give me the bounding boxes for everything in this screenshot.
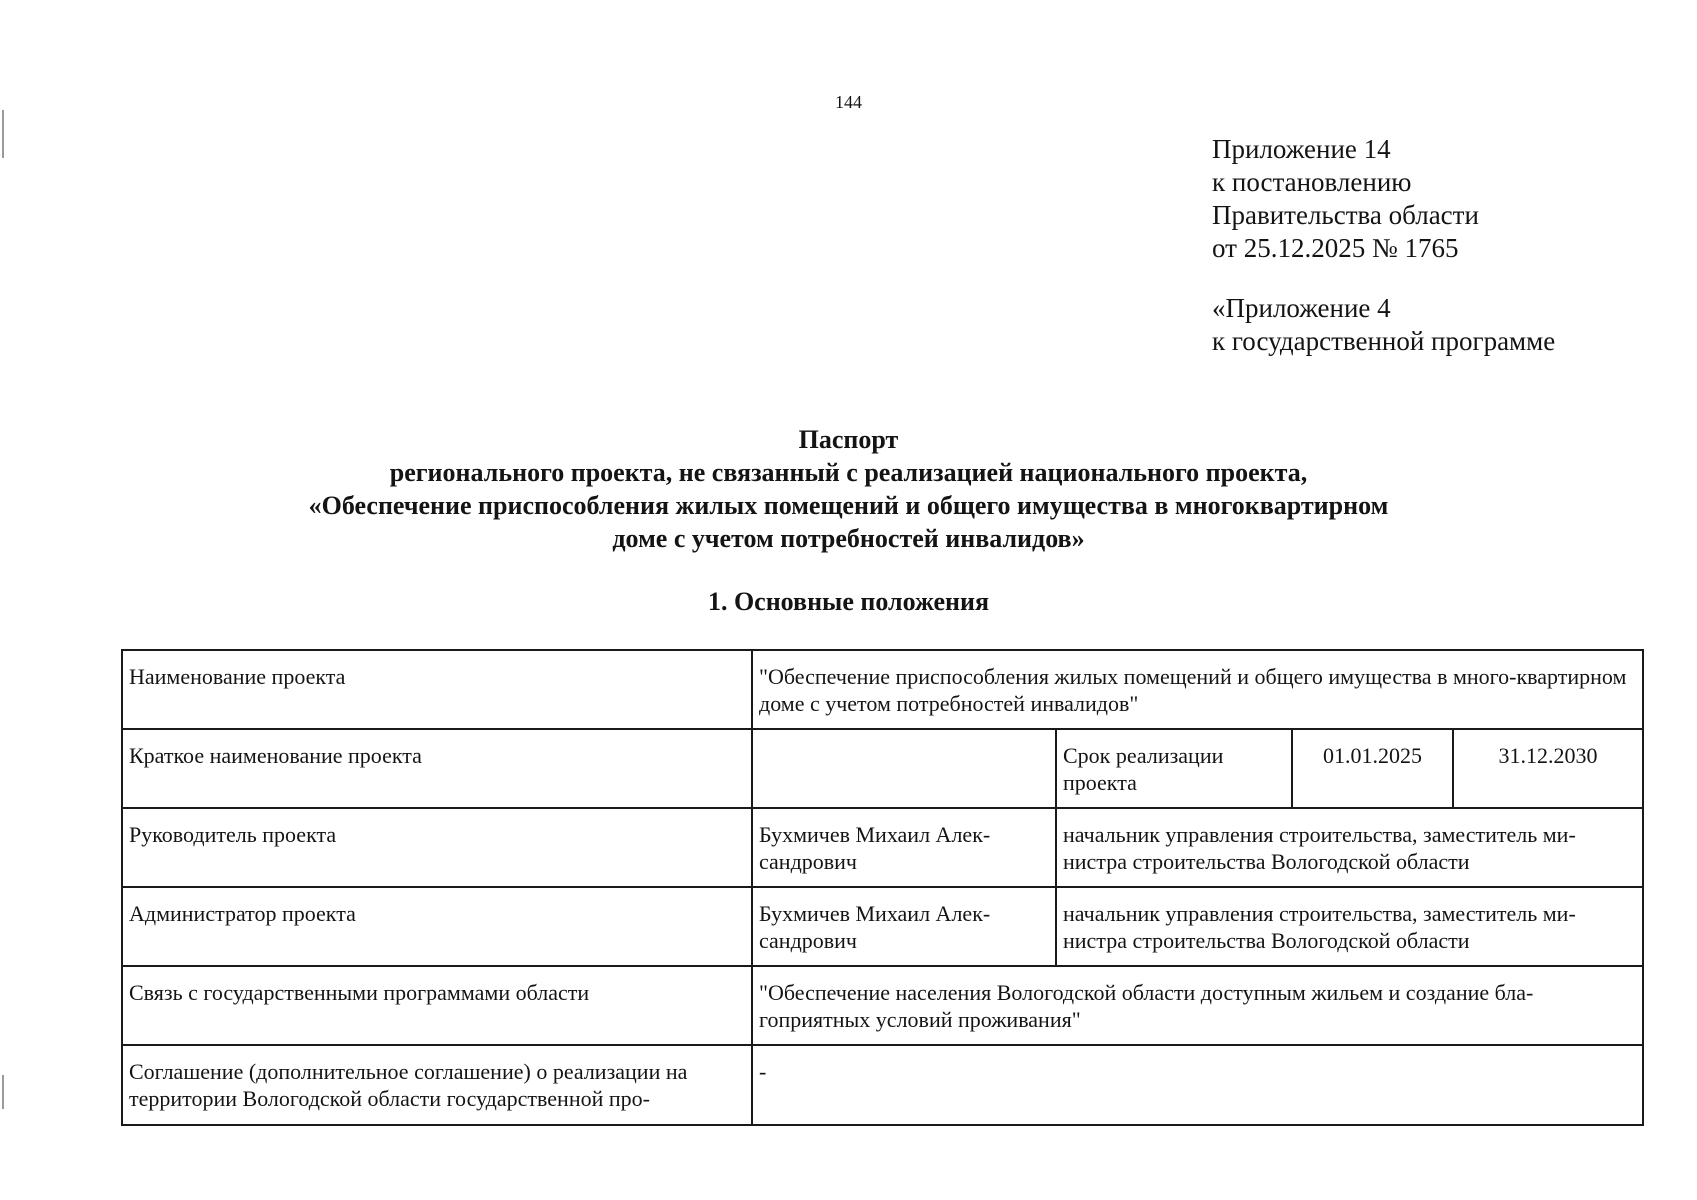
row-value: "Обеспечение населения Вологодской области доступным жильем и создание бла-гоприятных условий проживания" — [752, 966, 1643, 1045]
scan-artifact — [2, 110, 4, 158]
table-row — [122, 1045, 1643, 1125]
scan-artifact — [2, 1075, 4, 1109]
document-title — [0, 423, 1697, 555]
start-date: 01.01.2025 — [1292, 729, 1453, 808]
person-position: начальник управления строительства, заместитель ми-нистра строительства Вологодской области — [1056, 887, 1643, 966]
row-label: Администратор проекта — [122, 887, 752, 966]
row-label: Наименование проекта — [122, 650, 752, 729]
table-row — [122, 650, 1643, 729]
title-line: регионального проекта, не связанный с реализацией национального проекта, — [389, 458, 1308, 487]
person-position: начальник управления строительства, заместитель ми-нистра строительства Вологодской области — [1056, 808, 1643, 887]
term-label: Срок реализации проекта — [1056, 729, 1292, 808]
table-row — [122, 966, 1643, 1045]
appendix-line: Правительства области — [1212, 200, 1479, 230]
row-value: - — [752, 1045, 1643, 1125]
row-value — [752, 729, 1056, 808]
table-row — [122, 729, 1643, 808]
row-label: Связь с государственными программами области — [122, 966, 752, 1045]
row-label: Краткое наименование проекта — [122, 729, 752, 808]
appendix-line: «Приложение 4 — [1212, 293, 1391, 323]
title-line: доме с учетом потребностей инвалидов» — [612, 524, 1085, 553]
row-label: Руководитель проекта — [122, 808, 752, 887]
appendix-line: от 25.12.2025 № 1765 — [1212, 233, 1459, 263]
person-name: Бухмичев Михаил Алек-сандрович — [752, 887, 1056, 966]
appendix-block — [1212, 133, 1555, 358]
row-value: "Обеспечение приспособления жилых помещений и общего имущества в много-квартирном доме с учетом потребностей инвалидов" — [752, 650, 1643, 729]
title-line: Паспорт — [798, 425, 899, 454]
project-passport-table — [121, 649, 1644, 1126]
person-name: Бухмичев Михаил Алек-сандрович — [752, 808, 1056, 887]
section-title: 1. Основные положения — [707, 587, 990, 616]
table-row — [122, 808, 1643, 887]
row-label: Соглашение (дополнительное соглашение) о реализации на территории Вологодской области государственной про- — [122, 1045, 752, 1125]
appendix-line: к постановлению — [1212, 167, 1412, 197]
table-row — [122, 887, 1643, 966]
appendix-line: Приложение 14 — [1212, 134, 1391, 164]
page-number: 144 — [835, 92, 862, 112]
appendix-line: к государственной программе — [1212, 326, 1556, 356]
end-date: 31.12.2030 — [1453, 729, 1643, 808]
title-line: «Обеспечение приспособления жилых помещений и общего имущества в многоквартирном — [308, 491, 1389, 520]
